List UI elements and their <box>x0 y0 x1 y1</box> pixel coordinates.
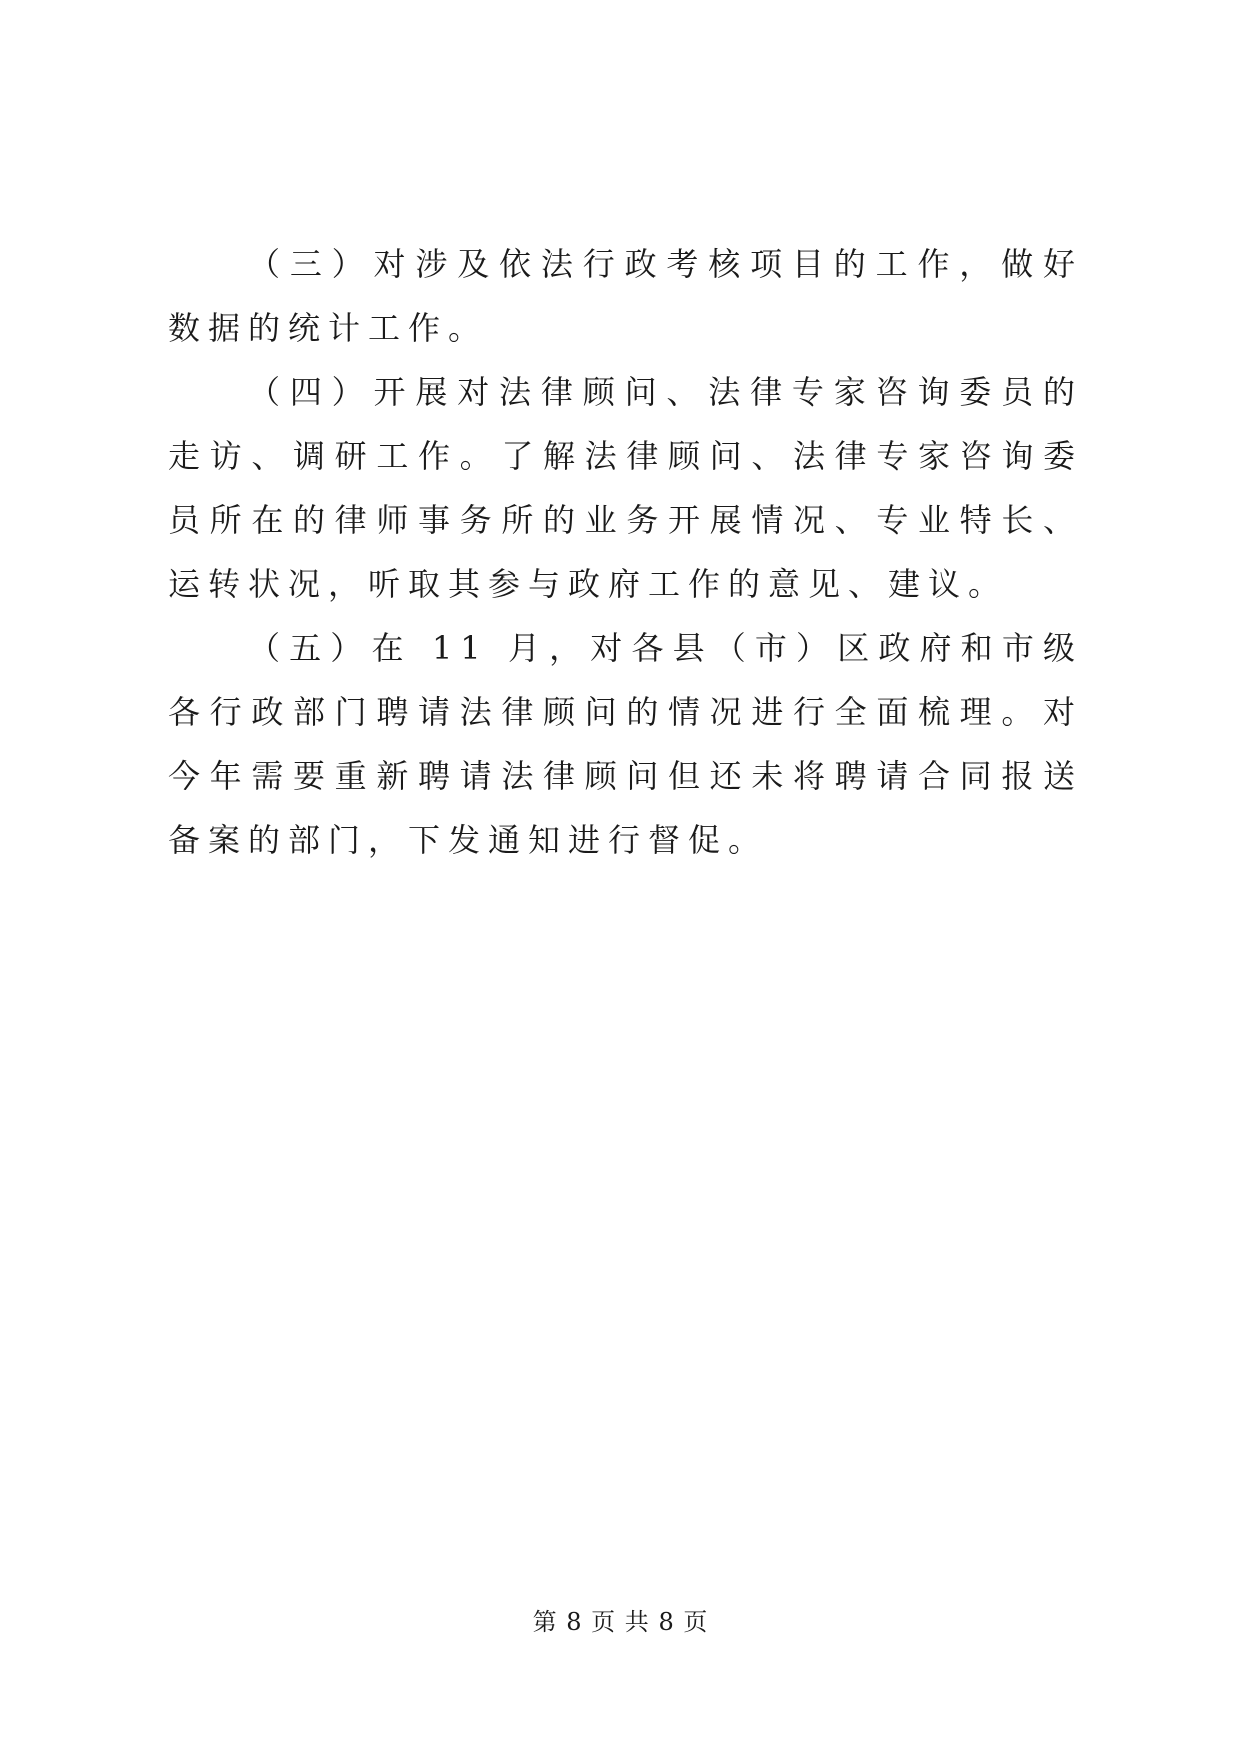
document-body <box>168 232 1083 872</box>
paragraph-item-3: （三）对涉及依法行政考核项目的工作，做好数据的统计工作。 <box>168 245 1083 347</box>
paragraph-item-4: （四）开展对法律顾问、法律专家咨询委员的走访、调研工作。了解法律顾问、法律专家咨询委员所在的律师事务所的业务开展情况、专业特长、运转状况，听取其参与政府工作的意见、建议。 <box>168 373 1083 603</box>
paragraph-item-5: （五）在 11 月，对各县（市）区政府和市级各行政部门聘请法律顾问的情况进行全面梳理。对今年需要重新聘请法律顾问但还未将聘请合同报送备案的部门，下发通知进行督促。 <box>168 629 1083 859</box>
page-footer: 第 8 页 共 8 页 <box>532 1608 709 1636</box>
